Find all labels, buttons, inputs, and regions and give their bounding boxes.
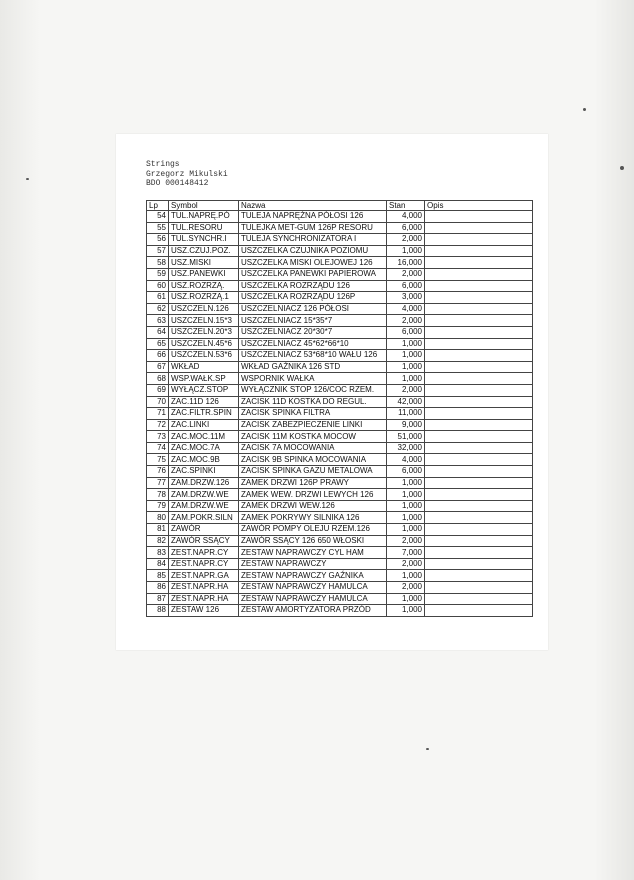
table-row: [147, 350, 533, 362]
document-page: [116, 134, 548, 650]
cell-lp: 82: [147, 535, 169, 547]
table-row: [147, 222, 533, 234]
cell-lp: 84: [147, 558, 169, 570]
cell-opis: [425, 454, 533, 466]
cell-opis: [425, 524, 533, 536]
cell-nazwa: TULEJA NAPRĘŻNA PÓŁOSI 126: [239, 211, 387, 223]
cell-stan: 2,000: [387, 582, 425, 594]
cell-stan: 7,000: [387, 547, 425, 559]
table-row: [147, 524, 533, 536]
cell-stan: 4,000: [387, 211, 425, 223]
cell-opis: [425, 558, 533, 570]
cell-opis: [425, 245, 533, 257]
cell-stan: 2,000: [387, 384, 425, 396]
cell-symbol: TUL.NAPRĘ.PÓ: [169, 211, 239, 223]
cell-symbol: ZAWÓR SSĄCY: [169, 535, 239, 547]
cell-nazwa: USZCZELNIACZ 53*68*10 WAŁU 126: [239, 350, 387, 362]
table-row: [147, 315, 533, 327]
cell-symbol: USZ.MISKI: [169, 257, 239, 269]
inventory-table: [146, 200, 533, 617]
cell-nazwa: WYŁĄCZNIK STOP 126/COC RZEM.: [239, 384, 387, 396]
cell-symbol: USZCZELN.126: [169, 303, 239, 315]
cell-opis: [425, 500, 533, 512]
cell-symbol: ZAC.SPINKI: [169, 466, 239, 478]
cell-symbol: ZAC.MOC.7A: [169, 442, 239, 454]
cell-symbol: ZEST.NAPR.HA: [169, 593, 239, 605]
cell-opis: [425, 384, 533, 396]
cell-opis: [425, 535, 533, 547]
cell-lp: 88: [147, 605, 169, 617]
header-company: Strings: [146, 160, 180, 169]
cell-symbol: USZCZELN.45*6: [169, 338, 239, 350]
column-header-symbol: Symbol: [169, 201, 239, 211]
cell-opis: [425, 512, 533, 524]
cell-lp: 79: [147, 500, 169, 512]
cell-stan: 6,000: [387, 280, 425, 292]
cell-lp: 83: [147, 547, 169, 559]
cell-lp: 80: [147, 512, 169, 524]
cell-symbol: USZ.CZUJ.POZ.: [169, 245, 239, 257]
cell-lp: 69: [147, 384, 169, 396]
cell-nazwa: ZESTAW NAPRAWCZY HAMULCA: [239, 582, 387, 594]
cell-opis: [425, 442, 533, 454]
cell-symbol: ZEST.NAPR.CY: [169, 558, 239, 570]
cell-nazwa: ZESTAW NAPRAWCZY: [239, 558, 387, 570]
cell-lp: 76: [147, 466, 169, 478]
cell-symbol: WYŁĄCZ.STOP: [169, 384, 239, 396]
cell-opis: [425, 605, 533, 617]
table-row: [147, 489, 533, 501]
cell-symbol: USZCZELN.53*6: [169, 350, 239, 362]
cell-opis: [425, 350, 533, 362]
cell-opis: [425, 582, 533, 594]
cell-opis: [425, 477, 533, 489]
cell-symbol: ZAC.11D 126: [169, 396, 239, 408]
cell-symbol: ZESTAW 126: [169, 605, 239, 617]
cell-opis: [425, 303, 533, 315]
cell-opis: [425, 489, 533, 501]
cell-opis: [425, 408, 533, 420]
cell-nazwa: ZACISK 7A MOCOWANIA: [239, 442, 387, 454]
cell-lp: 72: [147, 419, 169, 431]
table-row: [147, 211, 533, 223]
cell-lp: 62: [147, 303, 169, 315]
cell-stan: 1,000: [387, 361, 425, 373]
table-row: [147, 292, 533, 304]
cell-stan: 6,000: [387, 222, 425, 234]
cell-stan: 1,000: [387, 477, 425, 489]
table-row: [147, 547, 533, 559]
cell-symbol: TUL.RESORU: [169, 222, 239, 234]
cell-stan: 1,000: [387, 605, 425, 617]
column-header-opis: Opis: [425, 201, 533, 211]
cell-lp: 58: [147, 257, 169, 269]
cell-stan: 16,000: [387, 257, 425, 269]
cell-opis: [425, 257, 533, 269]
cell-nazwa: WSPORNIK WAŁKA: [239, 373, 387, 385]
cell-lp: 87: [147, 593, 169, 605]
table-row: [147, 593, 533, 605]
cell-lp: 71: [147, 408, 169, 420]
table-row: [147, 338, 533, 350]
cell-stan: 1,000: [387, 524, 425, 536]
cell-symbol: ZAC.LINKI: [169, 419, 239, 431]
table-row: [147, 326, 533, 338]
cell-opis: [425, 431, 533, 443]
cell-stan: 2,000: [387, 234, 425, 246]
cell-nazwa: TULEJKA MET-GUM 126P RESORU: [239, 222, 387, 234]
cell-lp: 73: [147, 431, 169, 443]
cell-symbol: TUL.SYNCHR.I: [169, 234, 239, 246]
cell-stan: 3,000: [387, 292, 425, 304]
cell-nazwa: WKŁAD GAŹNIKA 126 STD: [239, 361, 387, 373]
cell-opis: [425, 280, 533, 292]
cell-stan: 1,000: [387, 489, 425, 501]
cell-stan: 51,000: [387, 431, 425, 443]
cell-symbol: USZCZELN.15*3: [169, 315, 239, 327]
cell-stan: 2,000: [387, 535, 425, 547]
cell-nazwa: ZACISK 9B SPINKA MOCOWANIA: [239, 454, 387, 466]
cell-opis: [425, 211, 533, 223]
cell-stan: 4,000: [387, 303, 425, 315]
cell-stan: 1,000: [387, 373, 425, 385]
table-row: [147, 570, 533, 582]
table-row: [147, 454, 533, 466]
table-row: [147, 512, 533, 524]
cell-lp: 75: [147, 454, 169, 466]
cell-nazwa: ZACISK ZABEZPIECZENIE LINKI: [239, 419, 387, 431]
cell-nazwa: ZAMEK POKRYWY SILNIKA 126: [239, 512, 387, 524]
header-owner: Grzegorz Mikulski: [146, 169, 228, 179]
cell-opis: [425, 338, 533, 350]
cell-nazwa: ZAWÓR POMPY OLEJU RZEM.126: [239, 524, 387, 536]
cell-nazwa: USZCZELKA CZUJNIKA POZIOMU: [239, 245, 387, 257]
cell-stan: 4,000: [387, 454, 425, 466]
cell-symbol: ZAC.FILTR.SPIN: [169, 408, 239, 420]
table-row: [147, 280, 533, 292]
table-row: [147, 477, 533, 489]
cell-symbol: ZAM.POKR.SILN: [169, 512, 239, 524]
cell-symbol: ZAM.DRZW.WE: [169, 500, 239, 512]
cell-lp: 59: [147, 268, 169, 280]
cell-nazwa: ZESTAW NAPRAWCZY HAMULCA: [239, 593, 387, 605]
table-row: [147, 419, 533, 431]
cell-stan: 1,000: [387, 338, 425, 350]
cell-symbol: ZAC.MOC.11M: [169, 431, 239, 443]
cell-symbol: USZ.ROZRZĄ.: [169, 280, 239, 292]
cell-lp: 65: [147, 338, 169, 350]
cell-stan: 9,000: [387, 419, 425, 431]
table-row: [147, 234, 533, 246]
dust-speck: [583, 108, 586, 111]
table-row: [147, 373, 533, 385]
column-header-stan: Stan: [387, 201, 425, 211]
cell-symbol: USZ.PANEWKI: [169, 268, 239, 280]
cell-nazwa: USZCZELKA PANEWKI PAPIEROWA: [239, 268, 387, 280]
cell-lp: 81: [147, 524, 169, 536]
cell-stan: 6,000: [387, 466, 425, 478]
table-row: [147, 361, 533, 373]
cell-nazwa: USZCZELKA MISKI OLEJOWEJ 126: [239, 257, 387, 269]
cell-opis: [425, 292, 533, 304]
cell-stan: 11,000: [387, 408, 425, 420]
cell-nazwa: ZACISK SPINKA GAZU METALOWA: [239, 466, 387, 478]
cell-nazwa: TULEJA SYNCHRONIZATORA I: [239, 234, 387, 246]
cell-opis: [425, 570, 533, 582]
cell-nazwa: ZESTAW NAPRAWCZY CYL HAM: [239, 547, 387, 559]
cell-opis: [425, 361, 533, 373]
cell-symbol: WSP.WAŁK.SP: [169, 373, 239, 385]
cell-stan: 6,000: [387, 326, 425, 338]
dust-speck: [26, 178, 29, 180]
table-row: [147, 268, 533, 280]
cell-symbol: USZCZELN.20*3: [169, 326, 239, 338]
cell-nazwa: USZCZELNIACZ 15*35*7: [239, 315, 387, 327]
table-row: [147, 558, 533, 570]
table-row: [147, 245, 533, 257]
cell-opis: [425, 396, 533, 408]
column-header-nazwa: Nazwa: [239, 201, 387, 211]
cell-stan: 42,000: [387, 396, 425, 408]
cell-lp: 68: [147, 373, 169, 385]
cell-symbol: ZAC.MOC.9B: [169, 454, 239, 466]
cell-symbol: ZEST.NAPR.GA: [169, 570, 239, 582]
cell-stan: 2,000: [387, 315, 425, 327]
header-bdo: BDO 000148412: [146, 179, 209, 188]
cell-lp: 56: [147, 234, 169, 246]
cell-lp: 67: [147, 361, 169, 373]
cell-stan: 1,000: [387, 350, 425, 362]
cell-stan: 2,000: [387, 268, 425, 280]
cell-lp: 64: [147, 326, 169, 338]
cell-opis: [425, 234, 533, 246]
cell-opis: [425, 268, 533, 280]
cell-nazwa: ZESTAW AMORTYZATORA PRZÓD: [239, 605, 387, 617]
cell-symbol: ZAM.DRZW.WE: [169, 489, 239, 501]
cell-symbol: ZEST.NAPR.CY: [169, 547, 239, 559]
cell-symbol: ZEST.NAPR.HA: [169, 582, 239, 594]
cell-stan: 1,000: [387, 500, 425, 512]
cell-stan: 1,000: [387, 245, 425, 257]
table-row: [147, 582, 533, 594]
table-row: [147, 605, 533, 617]
cell-symbol: USZ.ROZRZĄ.1: [169, 292, 239, 304]
cell-opis: [425, 326, 533, 338]
cell-symbol: ZAWÓR: [169, 524, 239, 536]
table-row: [147, 396, 533, 408]
cell-lp: 78: [147, 489, 169, 501]
cell-nazwa: USZCZELKA ROZRZĄDU 126: [239, 280, 387, 292]
cell-lp: 77: [147, 477, 169, 489]
cell-nazwa: ZACISK 11M KOSTKA MOCOW: [239, 431, 387, 443]
dust-speck: [620, 166, 624, 170]
cell-stan: 32,000: [387, 442, 425, 454]
cell-opis: [425, 419, 533, 431]
cell-nazwa: ZAMEK DRZWI WEW.126: [239, 500, 387, 512]
cell-nazwa: USZCZELNIACZ 45*62*66*10: [239, 338, 387, 350]
cell-lp: 85: [147, 570, 169, 582]
cell-opis: [425, 547, 533, 559]
cell-lp: 74: [147, 442, 169, 454]
cell-nazwa: ZAWÓR SSĄCY 126 650 WŁOSKI: [239, 535, 387, 547]
cell-stan: 2,000: [387, 558, 425, 570]
cell-lp: 60: [147, 280, 169, 292]
table-row: [147, 500, 533, 512]
cell-nazwa: ZACISK 11D KOSTKA DO REGUL.: [239, 396, 387, 408]
cell-nazwa: ZESTAW NAPRAWCZY GAŹNIKA: [239, 570, 387, 582]
cell-lp: 70: [147, 396, 169, 408]
table-row: [147, 408, 533, 420]
cell-opis: [425, 466, 533, 478]
cell-stan: 1,000: [387, 512, 425, 524]
cell-nazwa: USZCZELNIACZ 20*30*7: [239, 326, 387, 338]
table-row: [147, 442, 533, 454]
cell-stan: 1,000: [387, 593, 425, 605]
cell-symbol: ZAM.DRZW.126: [169, 477, 239, 489]
cell-symbol: WKŁAD: [169, 361, 239, 373]
table-header-row: [147, 201, 533, 211]
table-row: [147, 466, 533, 478]
cell-nazwa: ZACISK SPINKA FILTRA: [239, 408, 387, 420]
cell-nazwa: ZAMEK WEW. DRZWI LEWYCH 126: [239, 489, 387, 501]
cell-opis: [425, 373, 533, 385]
cell-opis: [425, 222, 533, 234]
cell-nazwa: USZCZELNIACZ 126 PÓŁOSI: [239, 303, 387, 315]
table-row: [147, 431, 533, 443]
cell-lp: 54: [147, 211, 169, 223]
cell-nazwa: ZAMEK DRZWI 126P PRAWY: [239, 477, 387, 489]
document-header: [146, 160, 228, 189]
cell-lp: 66: [147, 350, 169, 362]
cell-lp: 86: [147, 582, 169, 594]
cell-opis: [425, 315, 533, 327]
cell-lp: 63: [147, 315, 169, 327]
cell-lp: 55: [147, 222, 169, 234]
table-row: [147, 303, 533, 315]
dust-speck: [426, 748, 429, 750]
table-row: [147, 257, 533, 269]
table-row: [147, 535, 533, 547]
cell-stan: 1,000: [387, 570, 425, 582]
cell-opis: [425, 593, 533, 605]
cell-nazwa: USZCZELKA ROZRZĄDU 126P: [239, 292, 387, 304]
cell-lp: 61: [147, 292, 169, 304]
table-row: [147, 384, 533, 396]
cell-lp: 57: [147, 245, 169, 257]
column-header-lp: Lp: [147, 201, 169, 211]
